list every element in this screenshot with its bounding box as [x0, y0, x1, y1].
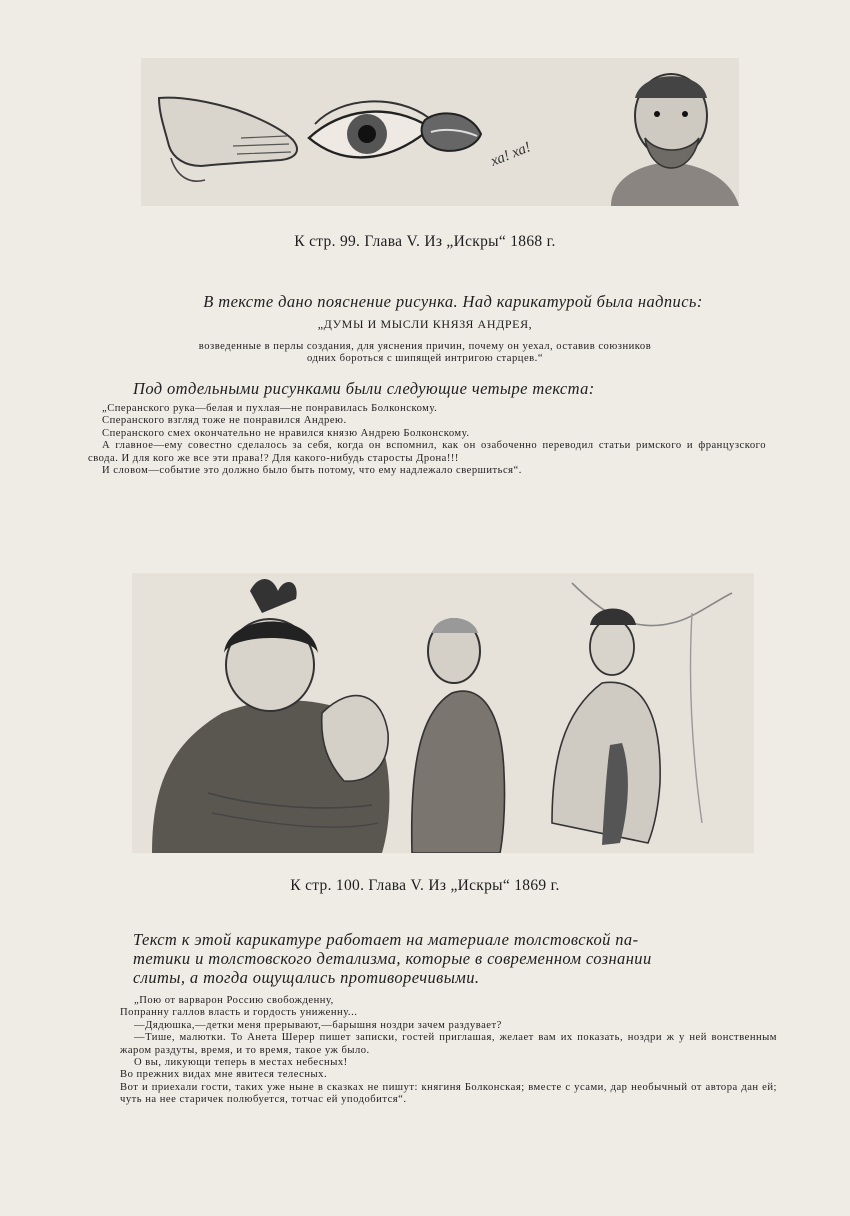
heading-subtitle-line1: возведенные в перлы создания, для уяснения причин, почему он уехал, оставив союзников — [198, 341, 652, 352]
verse-line-6: Во прежних видах мне явитеся телесных. — [120, 1069, 328, 1081]
caricature-salon-scene — [132, 573, 754, 853]
text-line-3: Сперанского смех окончательно не нравился князю Андрею Болконскому. — [102, 427, 470, 439]
verse-line-1: „Пою от варварон Россию свобожденну, — [134, 995, 334, 1006]
verse-line-7: Вот и приехали гости, таких уже ныне в сказках не пишут: княгиня Болконская; вместе с усами, дар необычный от автора дан ей; чуть на нее старичек полюбуется, тотчас ей уподобится“. — [120, 1081, 777, 1106]
top-intro2-text: Под отдельными рисунками были следующие четыре текста: — [133, 379, 595, 398]
top-figure-caption: К стр. 99. Глава V. Из „Искры“ 1868 г. — [294, 233, 556, 250]
verse-line-2: Попранну галлов власть и гордость униженну... — [120, 1007, 358, 1019]
top-intro-text: В тексте дано пояснение рисунка. Над карикатурой была надпись: — [203, 292, 703, 311]
bottom-intro-block — [133, 930, 783, 987]
illustration-drawing-2 — [132, 573, 754, 853]
verse-block — [120, 995, 777, 1107]
bottom-intro-line3: слиты, а тогда ощущались противоречивыми. — [133, 968, 480, 987]
verse-line-4: —Тише, малютки. То Анета Шерер пишет записки, гостей приглашая, желает вам их показать, ноздри ж у ней вонственным жаром раздуты, время, и то время, такое уж было. — [120, 1032, 777, 1056]
text-line-1: „Сперанского рука—белая и пухлая—не понравилась Болконскому. — [102, 403, 438, 414]
illustration-drawing — [141, 58, 739, 206]
verse-line-3: —Дядюшка,—детки меня прерывают,—барышня ноздри зачем раздувает? — [134, 1019, 502, 1031]
bottom-intro-line1: Текст к этой карикатуре работает на материале толстовской па- — [133, 930, 639, 949]
bottom-intro-line2: тетики и толстовского детализма, которые в современном сознании — [133, 949, 652, 968]
caricature-heading: „ДУМЫ И МЫСЛИ КНЯЗЯ АНДРЕЯ, — [317, 317, 533, 331]
laughter-text: ха! ха! — [488, 139, 534, 170]
top-texts-block — [88, 403, 766, 477]
heading-subtitle-line2: одних бороться с шипящей интригою старцев.“ — [306, 353, 544, 364]
text-line-5: И словом—событие это должно было быть потому, что ему надлежало свершиться“. — [102, 465, 522, 477]
verse-line-5: О вы, ликующи теперь в местах небесных! — [134, 1057, 348, 1069]
text-line-4: А главное—ему совестно сделалось за себя, когда он вспомнил, как он озабоченно переводил статьи римского и французского свода. И для кого же все эти права!? Для какого-нибудь старосты Дрона!!! — [88, 440, 766, 464]
caricature-thoughts-of-prince-andrei — [141, 58, 739, 206]
bottom-figure-caption: К стр. 100. Глава V. Из „Искры“ 1869 г. — [290, 877, 560, 894]
text-line-2: Сперанского взгляд тоже не понравился Андрею. — [102, 415, 347, 427]
